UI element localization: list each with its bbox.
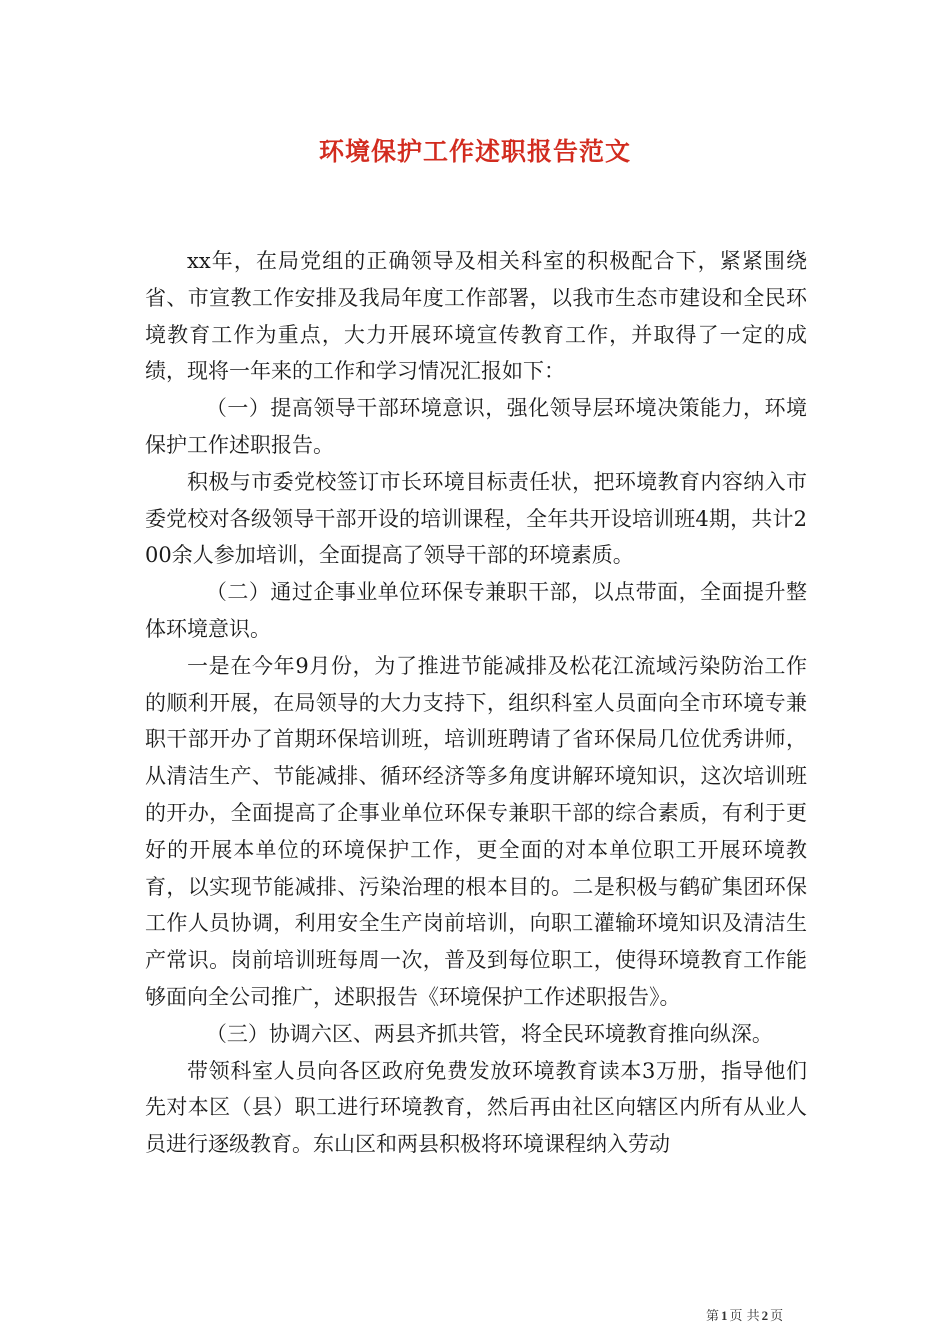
total-page-number: 2	[761, 1308, 769, 1323]
current-page-number: 1	[721, 1308, 728, 1323]
document-body	[145, 243, 807, 1163]
section-heading-3: （三）协调六区、两县齐抓共管，将全民环境教育推向纵深。	[205, 1021, 773, 1046]
paragraph-section-2: 一是在今年9月份，为了推进节能减排及松花江流域污染防治工作的顺利开展，在局领导的大力支持下，组织科室人员面向全市环境专兼职干部开办了首期环保培训班，培训班聘请了省环保局几位优秀讲师，从清洁生产、节能减排、循环经济等多角度讲解环境知识，这次培训班的开办，全面提高了企事业单位环保专兼职干部的综合素质，有利于更好的开展本单位的环境保护工作，更全面的对本单位职工开展环境教育，以实现节能减排、污染治理的根本目的。二是积极与鹤矿集团环保工作人员协调，利用安全生产岗前培训，向职工灌输环境知识及清洁生产常识。岗前培训班每周一次，普及到每位职工，使得环境教育工作能够面向全公司推广，述职报告《环境保护工作述职报告》。	[145, 653, 807, 1009]
paragraph-section-1: 积极与市委党校签订市长环境目标责任状，把环境教育内容纳入市委党校对各级领导干部开设的培训课程，全年共开设培训班4期，共计200余人参加培训，全面提高了领导干部的环境素质。	[145, 469, 807, 568]
paragraph-intro: xx年，在局党组的正确领导及相关科室的积极配合下，紧紧围绕省、市宣教工作安排及我局年度工作部署，以我市生态市建设和全民环境教育工作为重点，大力开展环境宣传教育工作，并取得了一定的成绩，现将一年来的工作和学习情况汇报如下：	[145, 249, 807, 384]
footer-prefix: 第	[706, 1309, 720, 1324]
section-heading-2: （二）通过企事业单位环保专兼职干部，以点带面，全面提升整体环境意识。	[145, 580, 807, 641]
footer-suffix: 页	[770, 1309, 784, 1324]
document-title: 环境保护工作述职报告范文	[318, 137, 631, 166]
paragraph-section-3: 带领科室人员向各区政府免费发放环境教育读本3万册，指导他们先对本区（县）职工进行环境教育，然后再由社区向辖区内所有从业人员进行逐级教育。东山区和两县积极将环境课程纳入劳动	[145, 1058, 807, 1157]
footer-middle: 页 共	[729, 1309, 760, 1324]
page-footer	[706, 1305, 783, 1324]
section-heading-1: （一）提高领导干部环境意识，强化领导层环境决策能力，环境保护工作述职报告。	[145, 396, 807, 457]
